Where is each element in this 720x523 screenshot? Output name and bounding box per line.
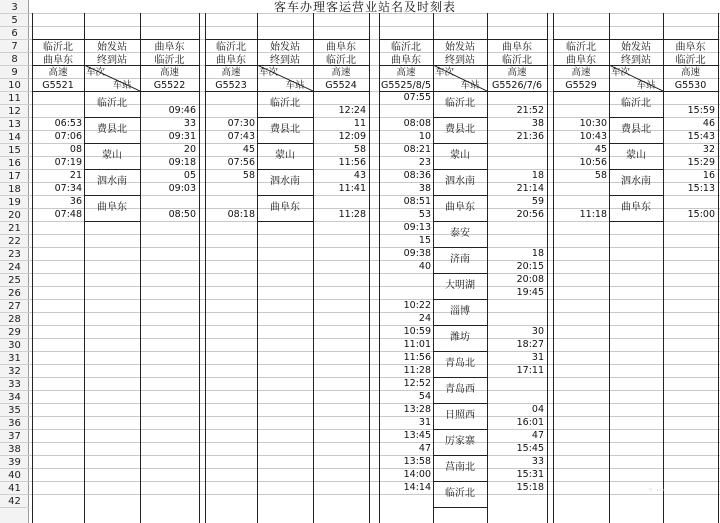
departure-time: 18:27: [516, 339, 544, 350]
arrival-time: 43: [353, 170, 366, 181]
train-number-label: 车次: [86, 67, 106, 78]
station-name: 蒙山: [275, 150, 295, 161]
row-number: 23: [0, 248, 29, 261]
row-number: 3: [0, 1, 29, 14]
grid-line: [29, 26, 720, 27]
train-type: 高速: [680, 67, 700, 78]
station-name: 曲阜东: [97, 202, 127, 213]
grid-line: [609, 169, 663, 170]
row-number: 30: [0, 339, 29, 352]
station-name: 费县北: [445, 124, 475, 135]
grid-line: [32, 91, 199, 92]
start-station-label: 始发站: [97, 42, 127, 53]
arrival-time: 07:55: [403, 92, 431, 103]
train-number: G5529: [565, 80, 597, 91]
grid-line: [433, 221, 487, 222]
grid-line: [433, 481, 487, 482]
watermark-icon: ◦ ···: [648, 486, 665, 496]
train-number: G5526/7/6: [491, 80, 543, 91]
grid-line: [433, 455, 487, 456]
grid-line: [84, 143, 140, 144]
grid-line: [29, 299, 720, 300]
origin-station: 临沂北: [675, 55, 706, 66]
start-station-label: 始发站: [621, 42, 651, 53]
grid-line: [433, 403, 487, 404]
departure-time: 24: [418, 313, 431, 324]
row-number: 38: [0, 443, 29, 456]
departure-time: 15:31: [516, 469, 544, 480]
grid-line: [433, 169, 487, 170]
grid-line: [257, 143, 313, 144]
arrival-time: 11:56: [403, 352, 431, 363]
departure-time: 11:01: [403, 339, 431, 350]
arrival-time: 47: [531, 430, 544, 441]
arrival-time: 59: [531, 196, 544, 207]
departure-time: 07:56: [227, 157, 255, 168]
arrival-time: 15:18: [516, 482, 544, 493]
train-type: 高速: [159, 67, 179, 78]
destination-station: 曲阜东: [566, 55, 596, 66]
train-type: 高速: [571, 67, 591, 78]
grid-line: [29, 429, 720, 430]
departure-time: 09:18: [168, 157, 196, 168]
row-number: 36: [0, 417, 29, 430]
departure-time: 38: [418, 183, 431, 194]
station-name: 蒙山: [450, 150, 470, 161]
grid-line: [29, 390, 720, 391]
departure-time: 12:09: [338, 131, 366, 142]
start-station-label: 始发站: [270, 42, 300, 53]
station-name: 费县北: [97, 124, 127, 135]
departure-time: 11:28: [338, 209, 366, 220]
row-number: 17: [0, 170, 29, 183]
grid-line: [29, 403, 720, 404]
row-number: 34: [0, 391, 29, 404]
origin-station: 临沂北: [43, 42, 73, 53]
grid-line: [433, 507, 487, 508]
station-label: 车站: [636, 80, 656, 91]
grid-line: [609, 117, 663, 118]
grid-line: [609, 221, 663, 222]
departure-time: 53: [418, 209, 431, 220]
grid-line: [29, 260, 720, 261]
row-number: 37: [0, 430, 29, 443]
origin-station: 临沂北: [502, 55, 532, 66]
grid-line: [433, 195, 487, 196]
start-station-label: 始发站: [445, 42, 475, 53]
row-number: 5: [0, 14, 29, 27]
departure-time: 09:46: [168, 105, 196, 116]
departure-time: 11:18: [579, 209, 607, 220]
station-name: 泰安: [450, 228, 470, 239]
grid-line: [257, 221, 313, 222]
departure-time: 10:43: [579, 131, 607, 142]
grid-line: [609, 195, 663, 196]
train-number: G5523: [215, 80, 247, 91]
grid-line: [257, 195, 313, 196]
row-number: 15: [0, 144, 29, 157]
departure-time: 07:06: [54, 131, 82, 142]
destination-station: 曲阜东: [216, 55, 246, 66]
row-number: 42: [0, 495, 29, 508]
grid-line: [29, 416, 720, 417]
row-number: 40: [0, 469, 29, 482]
departure-time: 15:43: [687, 131, 715, 142]
arrival-time: 06:53: [54, 118, 82, 129]
end-station-label: 终到站: [621, 55, 651, 66]
origin-station: 临沂北: [391, 42, 421, 53]
arrival-time: 21: [69, 170, 82, 181]
departure-time: 07:43: [227, 131, 255, 142]
station-name: 泗水南: [270, 176, 300, 187]
row-number: 18: [0, 183, 29, 196]
row-number: 11: [0, 92, 29, 105]
grid-line: [29, 234, 720, 235]
arrival-time: 31: [531, 352, 544, 363]
row-number: 19: [0, 196, 29, 209]
arrival-time: 20:08: [516, 274, 544, 285]
grid-line: [369, 13, 370, 523]
arrival-time: 20: [183, 144, 196, 155]
origin-station: 临沂北: [216, 42, 246, 53]
grid-line: [29, 494, 720, 495]
arrival-time: 45: [594, 144, 607, 155]
arrival-time: 08:51: [403, 196, 431, 207]
departure-time: 54: [418, 391, 431, 402]
arrival-time: 11: [353, 118, 366, 129]
grid-line: [29, 377, 720, 378]
departure-time: 08:18: [227, 209, 255, 220]
train-type: 高速: [48, 67, 68, 78]
arrival-time: 32: [702, 144, 715, 155]
departure-time: 21:52: [516, 105, 544, 116]
arrival-time: 10:30: [579, 118, 607, 129]
departure-time: 15:59: [687, 105, 715, 116]
row-number: 12: [0, 105, 29, 118]
arrival-time: 18: [531, 170, 544, 181]
row-number: 27: [0, 300, 29, 313]
train-number-label: 车次: [435, 67, 455, 78]
arrival-time: 04: [531, 404, 544, 415]
row-number: 7: [0, 40, 29, 53]
row-number: 24: [0, 261, 29, 274]
grid-line: [433, 377, 487, 378]
arrival-time: 09:13: [403, 222, 431, 233]
grid-line: [29, 481, 720, 482]
station-label: 车站: [112, 80, 132, 91]
arrival-time: 16: [702, 170, 715, 181]
row-number: 21: [0, 222, 29, 235]
row-number: 29: [0, 326, 29, 339]
departure-time: 11:28: [403, 365, 431, 376]
grid-line: [29, 364, 720, 365]
arrival-time: 36: [69, 196, 82, 207]
grid-line: [433, 143, 487, 144]
arrival-time: 33: [531, 456, 544, 467]
station-name: 泗水南: [621, 176, 651, 187]
origin-station: 临沂北: [154, 55, 185, 66]
departure-time: 08:50: [168, 209, 196, 220]
row-number: 35: [0, 404, 29, 417]
arrival-time: 33: [183, 118, 196, 129]
station-name: 临沂北: [97, 98, 127, 109]
arrival-time: 30: [531, 326, 544, 337]
departure-time: 09:03: [168, 183, 196, 194]
station-name: 曲阜东: [445, 202, 475, 213]
grid-line: [547, 13, 548, 523]
arrival-time: 08:08: [403, 118, 431, 129]
station-name: 临沂北: [270, 98, 300, 109]
train-number-label: 车次: [611, 67, 631, 78]
row-number: 22: [0, 235, 29, 248]
departure-time: 10:56: [579, 157, 607, 168]
grid-line: [433, 325, 487, 326]
grid-line: [199, 13, 200, 523]
row-number: 31: [0, 352, 29, 365]
departure-time: 15:29: [687, 157, 715, 168]
grid-line: [29, 312, 720, 313]
arrival-time: 46: [702, 118, 715, 129]
end-station-label: 终到站: [445, 55, 475, 66]
destination-station: 曲阜东: [675, 42, 706, 53]
row-number: 9: [0, 66, 29, 79]
departure-time: 14:00: [403, 469, 431, 480]
grid-line: [205, 91, 369, 92]
grid-line: [29, 286, 720, 287]
row-number: 14: [0, 131, 29, 144]
arrival-time: 10:22: [403, 300, 431, 311]
row-number: 25: [0, 274, 29, 287]
destination-station: 曲阜东: [154, 42, 185, 53]
grid-line: [84, 221, 140, 222]
origin-station: 临沂北: [326, 55, 356, 66]
grid-line: [84, 169, 140, 170]
arrival-time: 05: [183, 170, 196, 181]
arrival-time: 07:30: [227, 118, 255, 129]
grid-line: [433, 273, 487, 274]
station-name: 日照西: [445, 410, 475, 421]
train-number-label: 车次: [259, 67, 279, 78]
grid-line: [29, 325, 720, 326]
arrival-time: 38: [531, 118, 544, 129]
station-name: 青岛西: [445, 384, 475, 395]
grid-line: [433, 429, 487, 430]
station-name: 淄博: [450, 306, 470, 317]
row-number: 16: [0, 157, 29, 170]
departure-time: 15:00: [687, 209, 715, 220]
arrival-time: 08: [69, 144, 82, 155]
grid-line: [29, 273, 720, 274]
sheet-title: 客车办理客运营业站名及时刻表: [273, 0, 456, 14]
departure-time: 07:34: [54, 183, 82, 194]
row-number: 33: [0, 378, 29, 391]
end-station-label: 终到站: [97, 55, 127, 66]
station-name: 大明湖: [445, 280, 475, 291]
arrival-time: 58: [594, 170, 607, 181]
station-name: 蒙山: [626, 150, 646, 161]
grid-line: [433, 247, 487, 248]
grid-line: [379, 39, 547, 40]
row-number: 39: [0, 456, 29, 469]
grid-line: [29, 338, 720, 339]
departure-time: 20:15: [516, 261, 544, 272]
grid-line: [32, 39, 199, 40]
departure-time: 31: [418, 417, 431, 428]
station-name: 泗水南: [445, 176, 475, 187]
station-name: 临沂北: [445, 488, 475, 499]
destination-station: 曲阜东: [502, 42, 532, 53]
departure-time: 17:11: [516, 365, 544, 376]
departure-time: 19:45: [516, 287, 544, 298]
departure-time: 11:41: [338, 183, 366, 194]
departure-time: 21:14: [516, 183, 544, 194]
arrival-time: 13:28: [403, 404, 431, 415]
arrival-time: 10:59: [403, 326, 431, 337]
row-number: 32: [0, 365, 29, 378]
grid-line: [433, 351, 487, 352]
row-number: 8: [0, 53, 29, 66]
departure-time: 11:56: [338, 157, 366, 168]
grid-line: [29, 247, 720, 248]
station-name: 曲阜东: [270, 202, 300, 213]
departure-time: 15:13: [687, 183, 715, 194]
grid-line: [257, 169, 313, 170]
arrival-time: 08:36: [403, 170, 431, 181]
arrival-time: 09:38: [403, 248, 431, 259]
station-name: 蒙山: [102, 150, 122, 161]
grid-line: [84, 117, 140, 118]
grid-line: [29, 442, 720, 443]
departure-time: 40: [418, 261, 431, 272]
train-type: 高速: [331, 67, 351, 78]
station-name: 泗水南: [97, 176, 127, 187]
departure-time: 10: [418, 131, 431, 142]
departure-time: 21:36: [516, 131, 544, 142]
origin-station: 临沂北: [566, 42, 596, 53]
station-name: 青岛北: [445, 358, 475, 369]
arrival-time: 12:52: [403, 378, 431, 389]
station-label: 车站: [285, 80, 305, 91]
station-label: 车站: [460, 80, 480, 91]
row-number: 20: [0, 209, 29, 222]
station-name: 临沂北: [445, 98, 475, 109]
departure-time: 15: [418, 235, 431, 246]
arrival-time: 45: [242, 144, 255, 155]
train-number: G5524: [325, 80, 357, 91]
grid-line: [257, 117, 313, 118]
departure-time: 09:31: [168, 131, 196, 142]
train-number: G5521: [42, 80, 74, 91]
departure-time: 12:24: [338, 105, 366, 116]
departure-time: 07:48: [54, 209, 82, 220]
station-name: 潍坊: [450, 332, 470, 343]
row-number: 6: [0, 27, 29, 40]
grid-line: [553, 91, 718, 92]
station-name: 厉家寨: [445, 436, 475, 447]
station-name: 费县北: [270, 124, 300, 135]
grid-line: [718, 13, 719, 523]
station-name: 莒南北: [445, 462, 475, 473]
row-number: 26: [0, 287, 29, 300]
destination-station: 曲阜东: [43, 55, 73, 66]
arrival-time: 08:21: [403, 144, 431, 155]
grid-line: [205, 39, 369, 40]
end-station-label: 终到站: [270, 55, 300, 66]
departure-time: 07:19: [54, 157, 82, 168]
grid-line: [29, 468, 720, 469]
arrival-time: 14:14: [403, 482, 431, 493]
train-type: 高速: [221, 67, 241, 78]
departure-time: 23: [418, 157, 431, 168]
grid-line: [29, 455, 720, 456]
train-number: G5525/8/5: [380, 80, 432, 91]
arrival-time: 18: [531, 248, 544, 259]
grid-line: [433, 299, 487, 300]
station-name: 费县北: [621, 124, 651, 135]
departure-time: 47: [418, 443, 431, 454]
arrival-time: 58: [353, 144, 366, 155]
row-number: 10: [0, 79, 29, 92]
departure-time: 20:56: [516, 209, 544, 220]
grid-line: [433, 117, 487, 118]
station-name: 临沂北: [621, 98, 651, 109]
train-type: 高速: [396, 67, 416, 78]
train-number: G5530: [674, 80, 707, 91]
row-number: 28: [0, 313, 29, 326]
grid-line: [609, 143, 663, 144]
arrival-time: 58: [242, 170, 255, 181]
row-number: 13: [0, 118, 29, 131]
train-number: G5522: [153, 80, 186, 91]
departure-time: 16:01: [516, 417, 544, 428]
grid-line: [29, 351, 720, 352]
grid-line: [84, 195, 140, 196]
destination-station: 曲阜东: [326, 42, 356, 53]
train-type: 高速: [507, 67, 527, 78]
arrival-time: 13:45: [403, 430, 431, 441]
row-number: 41: [0, 482, 29, 495]
grid-line: [553, 39, 718, 40]
station-name: 济南: [450, 254, 470, 265]
destination-station: 曲阜东: [391, 55, 421, 66]
arrival-time: 13:58: [403, 456, 431, 467]
departure-time: 15:45: [516, 443, 544, 454]
station-name: 曲阜东: [621, 202, 651, 213]
